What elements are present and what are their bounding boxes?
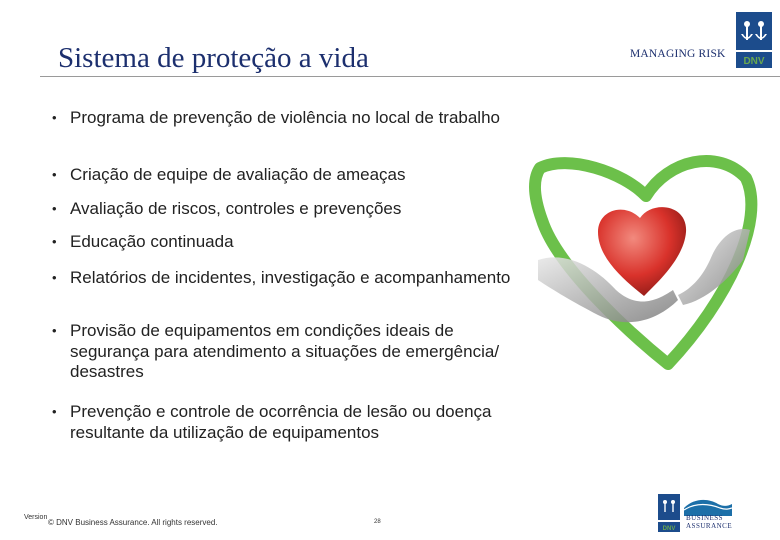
dnv-small-logo-icon (658, 494, 680, 532)
page-title: Sistema de proteção a vida (58, 42, 369, 74)
dnv-logo-icon (736, 12, 772, 68)
list-item-text: Relatórios de incidentes, investigação e acompanhamento (70, 268, 511, 287)
ba-line-assurance: ASSURANCE (686, 522, 733, 530)
bullet-dot: • (52, 270, 57, 285)
logo-wordmark: DNV (743, 56, 765, 67)
logo-wordmark-small: DNV (662, 526, 676, 532)
list-item (52, 268, 512, 289)
list-item (52, 108, 512, 129)
list-item-text: Criação de equipe de avaliação de ameaças (70, 165, 406, 184)
title-divider (40, 76, 780, 77)
list-item-text: Programa de prevenção de violência no local de trabalho (70, 108, 500, 127)
bullet-dot: • (52, 323, 57, 338)
page-number: 28 (374, 519, 381, 525)
footer-copyright: © DNV Business Assurance. All rights reserved. (48, 518, 218, 527)
bullet-dot: • (52, 404, 57, 419)
ba-line-business: BUSINESS (686, 514, 724, 522)
bullet-dot: • (52, 167, 57, 182)
list-item (52, 199, 512, 220)
list-item (52, 321, 512, 383)
list-item-text: Provisão de equipamentos em condições ideais de segurança para atendimento a situações de emergência/ desastres (70, 321, 500, 381)
footer-version: Version (24, 514, 48, 521)
list-item-text: Prevenção e controle de ocorrência de lesão ou doença resultante da utilização de equipamentos (70, 402, 492, 442)
managing-risk-tagline: MANAGING RISK (630, 48, 726, 60)
list-item (52, 402, 512, 443)
list-item (52, 232, 512, 253)
list-item-text: Avaliação de riscos, controles e prevenções (70, 199, 402, 218)
bullet-dot: • (52, 201, 57, 216)
red-heart (598, 207, 686, 296)
business-assurance-wave-icon (684, 496, 732, 516)
list-item (52, 165, 512, 186)
bullet-dot: • (52, 234, 57, 249)
list-item-text: Educação continuada (70, 232, 234, 251)
heart-in-hands-image (528, 150, 760, 370)
business-assurance-text (686, 514, 732, 530)
bullet-dot: • (52, 110, 57, 125)
